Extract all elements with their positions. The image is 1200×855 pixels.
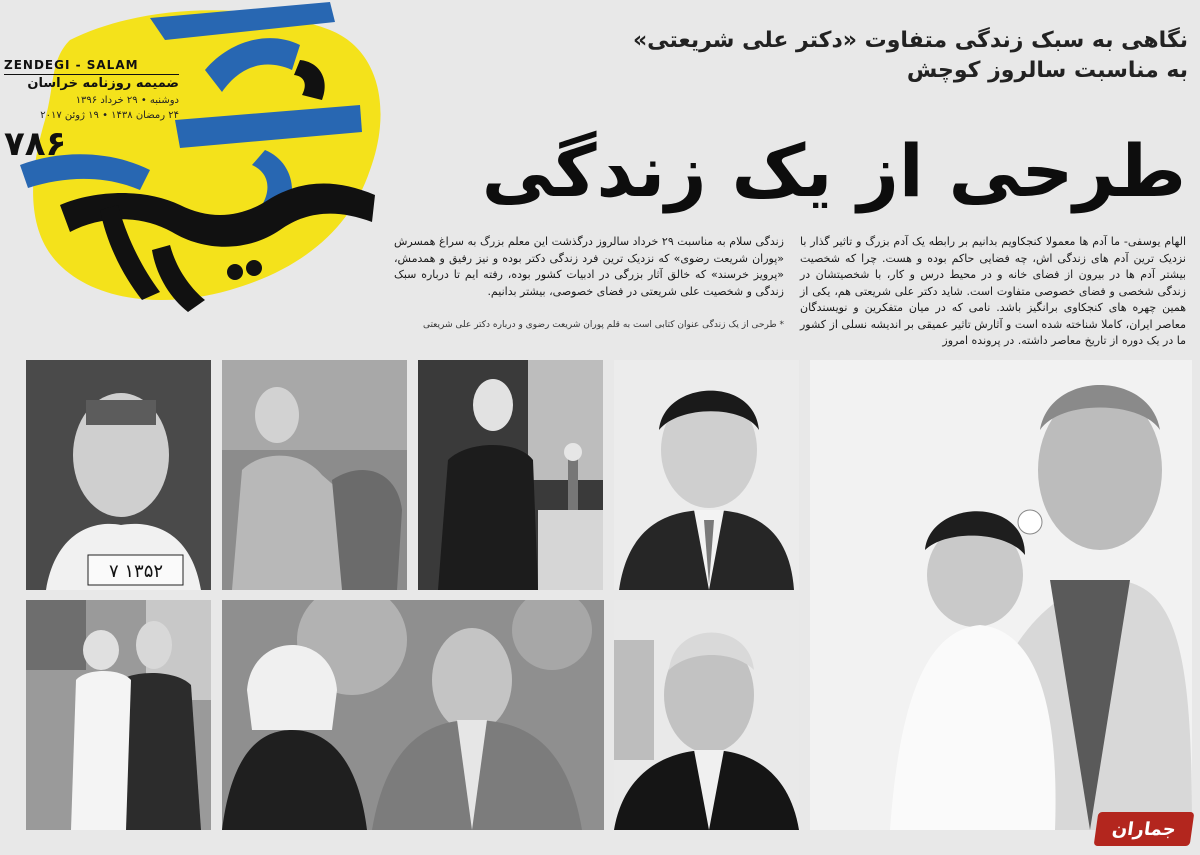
photo-mugshot [26, 360, 211, 590]
agency-watermark: جماران [1094, 812, 1195, 846]
masthead-logo [0, 0, 400, 330]
masthead-latin-title: ZENDEGI - SALAM [4, 58, 179, 75]
photo-father-with-daughter [810, 360, 1192, 830]
mugshot-number-board: ۷ ۱۳۵۲ [108, 561, 164, 582]
kicker-line-1: نگاهی به سبک زندگی متفاوت «دکتر علی شریعتی» [632, 28, 1188, 53]
photo-lecture-podium [418, 360, 603, 590]
photo-couple-portrait [222, 600, 604, 830]
kicker [468, 26, 1188, 86]
main-headline: طرحی از یک زندگی [481, 129, 1186, 213]
masthead [0, 0, 400, 330]
article-column-right: الهام یوسفی- ما آدم ها معمولا کنجکاویم بدانیم بر رابطه یک آدم بزرگ و تاثیر گذار با نزدیک ترین آدم های زندگی اش، چه فضایی حاکم بوده و هست. چرا که شخصیت بیشتر آدم ها در بیرون از فضای خانه و در محیط درس و کار، با شخصیتشان در زندگی شخصی و فضای خصوصی متفاوت است. شاید دکتر علی شریعتی هم، یکی از همین چهره های کنجکاوی برانگیز باشد. نامی که در میان متفکرین و نویسندگان معاصر ایران، کاملا شناخته شده است و آثارش تاثیر عمیقی بر اندیشه نسلی از کشور ما در یک دوره از تاریخ معاصر داشته. در پرونده امروز [800, 235, 1186, 347]
photo-holding-child-outdoors [26, 600, 211, 830]
issue-number: ۷۸۶ [4, 124, 67, 164]
masthead-supplement: ضمیمه روزنامه خراسان [27, 76, 179, 91]
masthead-date-persian: دوشنبه • ۲۹ خرداد ۱۳۹۶ [75, 95, 179, 106]
masthead-date-lunar-gregorian: ۲۴ رمضان ۱۴۳۸ • ۱۹ ژوئن ۲۰۱۷ [40, 110, 179, 121]
photo-seated-reading [222, 360, 407, 590]
photo-young-portrait [614, 360, 799, 590]
article-column-left: زندگی سلام به مناسبت ۲۹ خرداد سالروز درگذشت این معلم بزرگ به سراغ همسرش «پوران شریعت رضوی» که نزدیک ترین فرد زندگی دکتر بوده و نیز رفیق و همدمش، «پرویز خرسند» که خالق آثار بزرگی در ادبیات کشور بوده، رفته ایم تا درباره سبک زندگی و شخصیت علی شریعتی در فضای خصوصی، بیشتر بدانیم. [394, 235, 784, 298]
book-footnote: * طرحی از یک زندگی عنوان کتابی است به قلم پوران شریعت رضوی و درباره دکتر علی شریعتی [422, 320, 784, 330]
photo-looking-down [614, 600, 799, 830]
kicker-line-2: به مناسبت سالروز کوچش [906, 58, 1188, 83]
